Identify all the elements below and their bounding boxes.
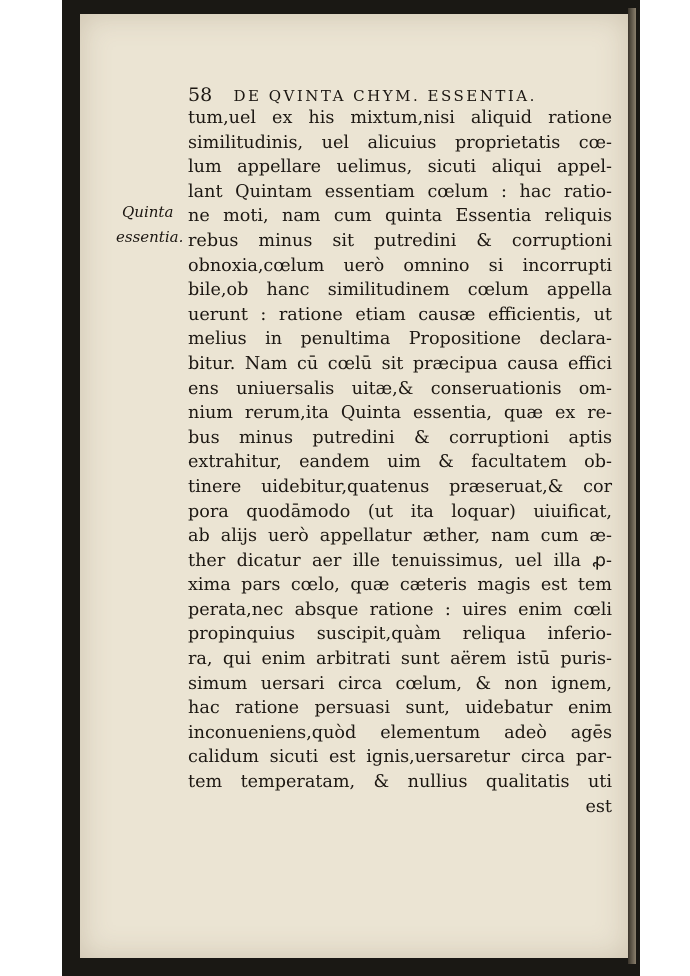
text-line: lum appellare uelimus, sicuti aliqui appel- <box>188 157 612 178</box>
text-line: ab alijs uerò appellatur æther, nam cum æ- <box>188 526 612 547</box>
page-number: 58 <box>188 84 213 106</box>
text-line: calidum sicuti est ignis,uersaretur circa par- <box>188 747 612 768</box>
running-head-title: DE QVINTA CHYM. ESSENTIA. <box>233 87 537 105</box>
catchword: est <box>585 796 612 817</box>
text-line: ther dicatur aer ille tenuissimus, uel illa ꝓ- <box>188 550 612 571</box>
text-line: bitur. Nam cū cœlū sit præcipua causa effici <box>188 353 612 374</box>
text-line: rebus minus sit putredini & corruptioni <box>188 230 612 251</box>
text-line: ne moti, nam cum quinta Essentia reliquis <box>188 206 612 227</box>
text-line: tum,uel ex his mixtum,nisi aliquid ratione <box>188 108 612 128</box>
text-line: ens uniuersalis uitæ,& conseruationis om- <box>188 378 612 399</box>
text-line: bile,ob hanc similitudinem cœlum appella <box>188 280 612 301</box>
text-line: uerunt : ratione etiam causæ efficientis, ut <box>188 304 612 325</box>
text-line: hac ratione persuasi sunt, uidebatur enim <box>188 698 612 719</box>
text-line: nium rerum,ita Quinta essentia, quæ ex re- <box>188 403 612 424</box>
running-header <box>188 84 608 106</box>
text-line: tinere uidebitur,quatenus præseruat,& cor <box>188 476 612 497</box>
text-line: simum uersari circa cœlum, & non ignem, <box>188 673 612 694</box>
text-line: lant Quintam essentiam cœlum : hac ratio- <box>188 181 612 202</box>
text-line: inconueniens,quòd elementum adeò agēs <box>188 722 612 743</box>
text-line: pora quodāmodo (ut ita loquar) uiuificat, <box>188 501 612 522</box>
page-edge <box>628 8 636 964</box>
text-line: perata,nec absque ratione : uires enim cœli <box>188 599 612 620</box>
text-line: obnoxia,cœlum uerò omnino si incorrupti <box>188 255 612 276</box>
text-line: ra, qui enim arbitrati sunt aërem istū puris- <box>188 649 612 670</box>
body-text <box>188 106 612 819</box>
text-line: similitudinis, uel alicuius proprietatis cœ- <box>188 132 612 153</box>
text-line: bus minus putredini & corruptioni aptis <box>188 427 612 448</box>
text-line: melius in penultima Propositione declara- <box>188 329 612 350</box>
marginal-note-line-1: Quinta <box>122 203 174 221</box>
text-line: tem temperatam, & nullius qualitatis uti <box>188 772 612 793</box>
text-line: xima pars cœlo, quæ cæteris magis est tem <box>188 575 612 596</box>
text-line: propinquius suscipit,quàm reliqua inferio- <box>188 624 612 645</box>
marginal-note-line-2: essentia. <box>116 228 184 246</box>
text-line: extrahitur, eandem uim & facultatem ob- <box>188 452 612 473</box>
